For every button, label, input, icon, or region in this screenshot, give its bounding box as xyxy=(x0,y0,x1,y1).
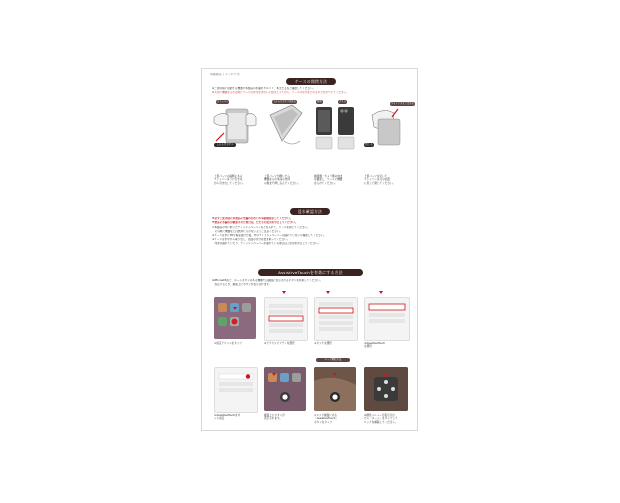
label-slide: スライドさせてはめる xyxy=(391,102,414,105)
assistive-note-2: 設定するとき、画面上にボタンが表示されます。 xyxy=(212,283,272,286)
leak-step-3b: 内部が濡れていたり、ティッシュペーパーが濡れている場合はご使用を中止してください。 xyxy=(212,242,321,245)
arrow-indicator-4 xyxy=(379,291,383,294)
label-stopper: ストッパー xyxy=(217,100,229,103)
arrow-indicator-5 xyxy=(272,373,276,376)
label-close: 閉じる xyxy=(365,143,373,146)
leak-step-2: ②ケースを水に30分程度浸けた後、中のティッシュペーパーが濡れていないか確認してください。 xyxy=(212,234,327,237)
leak-warning-1: ※必ずご使用前に本製品に水漏れがないか事前確認をしてください。 xyxy=(212,217,293,220)
caption-step-3: 画面側・カメラ側の向き を確認し、ケースに機器 を入れてください。 xyxy=(314,175,343,185)
screenshot-touch xyxy=(314,297,358,341)
arrow-indicator-2 xyxy=(282,291,286,294)
instruction-sheet xyxy=(201,68,418,431)
caption-at-6: 画面上にボタンが 表示されます。 xyxy=(264,414,285,421)
illustration-phone-orientation xyxy=(312,97,358,151)
arrow-indicator-3 xyxy=(326,291,330,294)
illustration-insert-device xyxy=(262,97,308,151)
corner-mark: ※画像はイメージです。 xyxy=(210,73,243,76)
label-open-button: 上から片方ずつ xyxy=(214,143,236,147)
caption-at-2: ②アクセシビリティを選択 xyxy=(264,342,295,345)
caption-at-5: ⑤AssistiveTouchをオ ンに設定 xyxy=(214,414,241,421)
section-heading-leak-check: 浸水確認方法 xyxy=(290,208,330,215)
caption-at-3: ③タッチを選択 xyxy=(314,342,332,345)
screenshot-accessibility xyxy=(264,297,308,341)
screenshot-home-settings xyxy=(214,297,256,339)
screenshot-assistive-toggle xyxy=(214,367,258,413)
caption-step-2: 上部パーツが開いたら 機器を入れ本品の内部 の奥まで押し込んでください。 xyxy=(264,175,301,185)
caption-step-1: 上部パーツの両側にある ストッパーを下に引きな がら引き出してください。 xyxy=(214,175,246,185)
caption-at-4: ④AssistiveTouch を選択 xyxy=(364,342,386,349)
arrow-indicator-1 xyxy=(233,307,237,310)
label-zipper: 上から片方ずつ閉める xyxy=(273,100,296,103)
caption-step-4: 上部パーツを引いて ストッパーを元の位置 に戻して閉じてください。 xyxy=(364,175,396,185)
label-front: 画面 xyxy=(317,100,322,103)
screenshot-button-shown xyxy=(264,367,306,411)
leak-warning-2: ※製品に水漏れが確認された場合は、ただちに使用を中止してください。 xyxy=(212,221,298,224)
section-heading-assistive-touch: AssistiveTouchを有効にする方法 xyxy=(258,269,363,276)
caption-at-1: ①設定アイコンをタップ xyxy=(214,342,242,345)
caption-at-8: ②操作メニューが表示され たら「ホーム」をタップして ロックを解除してください。 xyxy=(364,414,398,424)
label-lock-release: ロック解除方法 xyxy=(316,358,350,362)
assistive-note-1: ※iPhoneXSなど、ホームボタンのある機種では画面に表示されるボタンを利用してください。 xyxy=(212,279,323,282)
section1-line-1: ※ご使用前に収納する機器や本製品の水漏れやホコリ、本当たるなど確認してください。 xyxy=(212,87,316,90)
arrow-indicator-7 xyxy=(383,374,387,377)
arrow-indicator-6 xyxy=(333,373,337,376)
section1-line-2: ※大切に機器を入れる際にケースの水分をきれいに拭きとってから、ケースの水分をとれるかどれがついてください。 xyxy=(212,91,349,94)
section-heading-open-close: ケースの開閉方法 xyxy=(286,78,336,85)
label-camera: カメラ xyxy=(339,100,346,103)
caption-at-7: ①ロック画面にある 「AssistiveTouch」 ボタンをタップ xyxy=(314,414,339,424)
leak-step-1: ①本製品の中に乾いたティッシュペーパーなどを入れて、ケースを閉じてください。 xyxy=(212,226,310,229)
screenshot-assistive-select xyxy=(364,297,410,341)
leak-step-3: ③ケースを水中から取り出し、表面の水分を拭き取ってください。 xyxy=(212,238,290,241)
leak-step-1b: その際に機器などは絶対に入れないようご注意ください。 xyxy=(212,230,283,233)
